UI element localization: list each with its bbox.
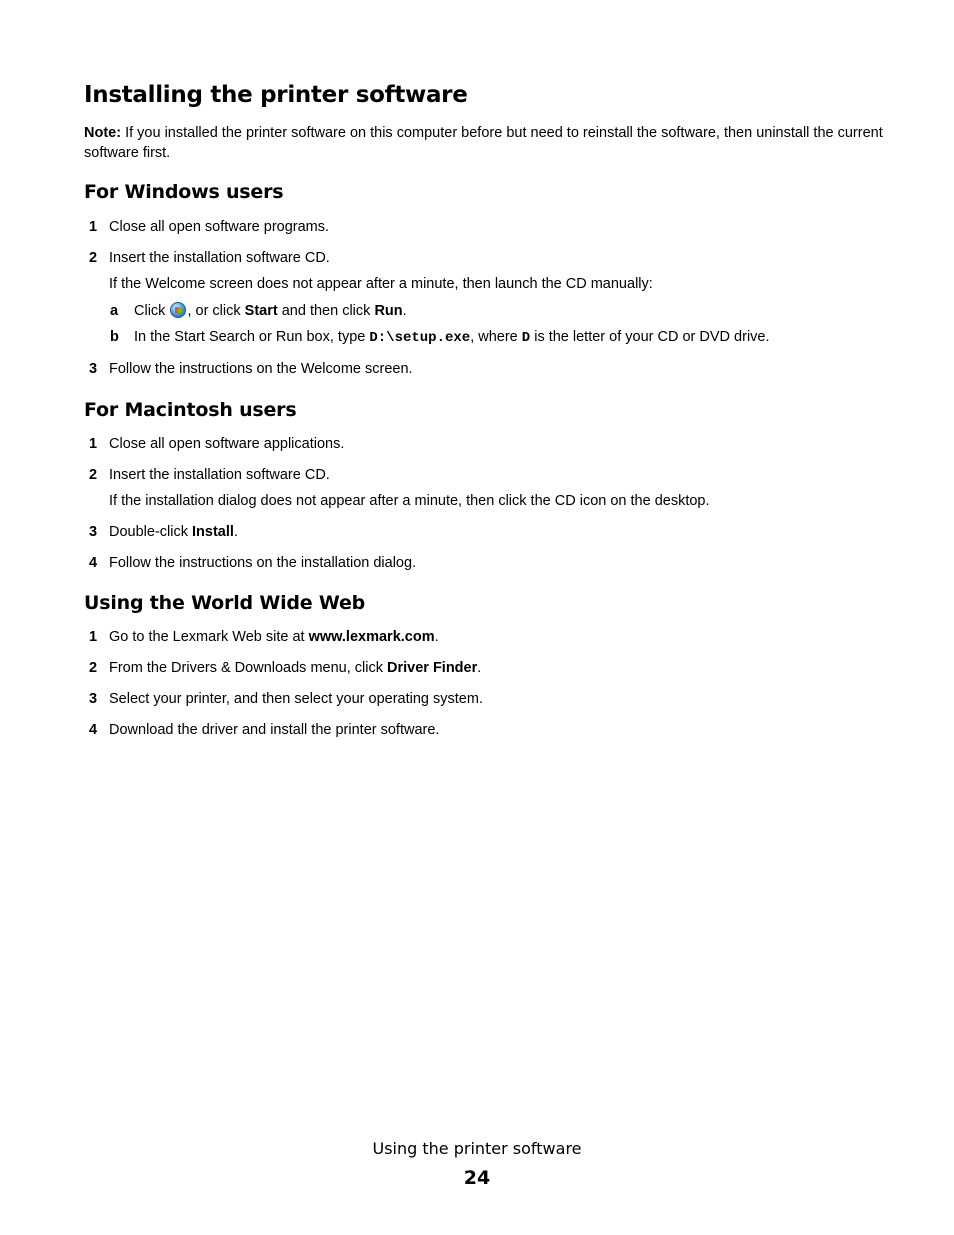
windows-heading: For Windows users: [84, 181, 284, 203]
windows-step-1-text: Close all open software programs.: [109, 219, 330, 235]
web-step-3-number: 3: [89, 691, 98, 707]
substep-b-part-2: , where: [470, 329, 522, 345]
mac-step-3-part-1: Double-click: [109, 524, 192, 540]
note-text: If you installed the printer software on this computer before but need to reinstall the software, then uninstall the current software first.: [84, 125, 883, 161]
mac-step-1-number: 1: [89, 436, 98, 452]
note-paragraph: [84, 123, 884, 163]
mac-step-3-part-2: .: [233, 524, 238, 540]
mac-step-2-detail: If the installation dialog does not appear after a minute, then click the CD icon on the desktop.: [109, 493, 710, 509]
web-heading: Using the World Wide Web: [84, 592, 366, 614]
windows-step-2-text: Insert the installation software CD.: [109, 250, 330, 266]
web-step-4-text: Download the driver and install the printer software.: [109, 722, 440, 738]
setup-command-code: D:\setup.exe: [369, 330, 471, 346]
mac-step-3-number: 3: [89, 524, 98, 540]
web-step-4-number: 4: [89, 722, 98, 738]
substep-a-part-2: , or click: [187, 303, 245, 319]
driver-finder-label: Driver Finder: [387, 660, 478, 676]
mac-step-1-text: Close all open software applications.: [109, 436, 345, 452]
mac-step-2-number: 2: [89, 467, 98, 483]
web-step-2-number: 2: [89, 660, 98, 676]
windows-step-2-detail: If the Welcome screen does not appear after a minute, then launch the CD manually:: [109, 276, 653, 292]
footer-section-title: Using the printer software: [372, 1139, 582, 1158]
windows-substep-b-letter: b: [110, 329, 119, 345]
note-label: Note:: [84, 125, 122, 141]
install-label: Install: [192, 524, 234, 540]
mac-step-3-text: [109, 522, 238, 542]
windows-step-3-number: 3: [89, 361, 98, 377]
page-number: 24: [463, 1167, 491, 1189]
mac-step-2-text: Insert the installation software CD.: [109, 467, 330, 483]
start-label: Start: [244, 303, 278, 319]
substep-b-part-1: In the Start Search or Run box, type: [134, 329, 370, 345]
web-step-3-text: Select your printer, and then select your operating system.: [109, 691, 483, 707]
mac-heading: For Macintosh users: [84, 399, 297, 421]
drive-letter-code: D: [521, 330, 531, 346]
web-step-2-part-2: .: [477, 660, 482, 676]
mac-step-4-number: 4: [89, 555, 98, 571]
substep-a-part-3: and then click: [277, 303, 375, 319]
lexmark-url: www.lexmark.com: [308, 629, 435, 645]
run-label: Run: [374, 303, 403, 319]
substep-b-part-3: is the letter of your CD or DVD drive.: [530, 329, 770, 345]
web-step-1-text: [109, 627, 439, 647]
page-title: Installing the printer software: [84, 82, 468, 108]
web-step-1-number: 1: [89, 629, 98, 645]
substep-a-part-4: .: [402, 303, 407, 319]
web-step-1-part-1: Go to the Lexmark Web site at: [109, 629, 309, 645]
windows-substep-a-letter: a: [110, 303, 119, 319]
windows-start-orb-icon: [170, 302, 186, 318]
windows-substep-a-text: [134, 301, 407, 321]
windows-step-1-number: 1: [89, 219, 98, 235]
web-step-1-part-2: .: [434, 629, 439, 645]
windows-substep-b-text: [134, 327, 770, 348]
windows-step-3-text: Follow the instructions on the Welcome screen.: [109, 361, 413, 377]
mac-step-4-text: Follow the instructions on the installation dialog.: [109, 555, 417, 571]
web-step-2-part-1: From the Drivers & Downloads menu, click: [109, 660, 387, 676]
windows-step-2-number: 2: [89, 250, 98, 266]
web-step-2-text: [109, 658, 481, 678]
substep-a-part-1: Click: [134, 303, 170, 319]
